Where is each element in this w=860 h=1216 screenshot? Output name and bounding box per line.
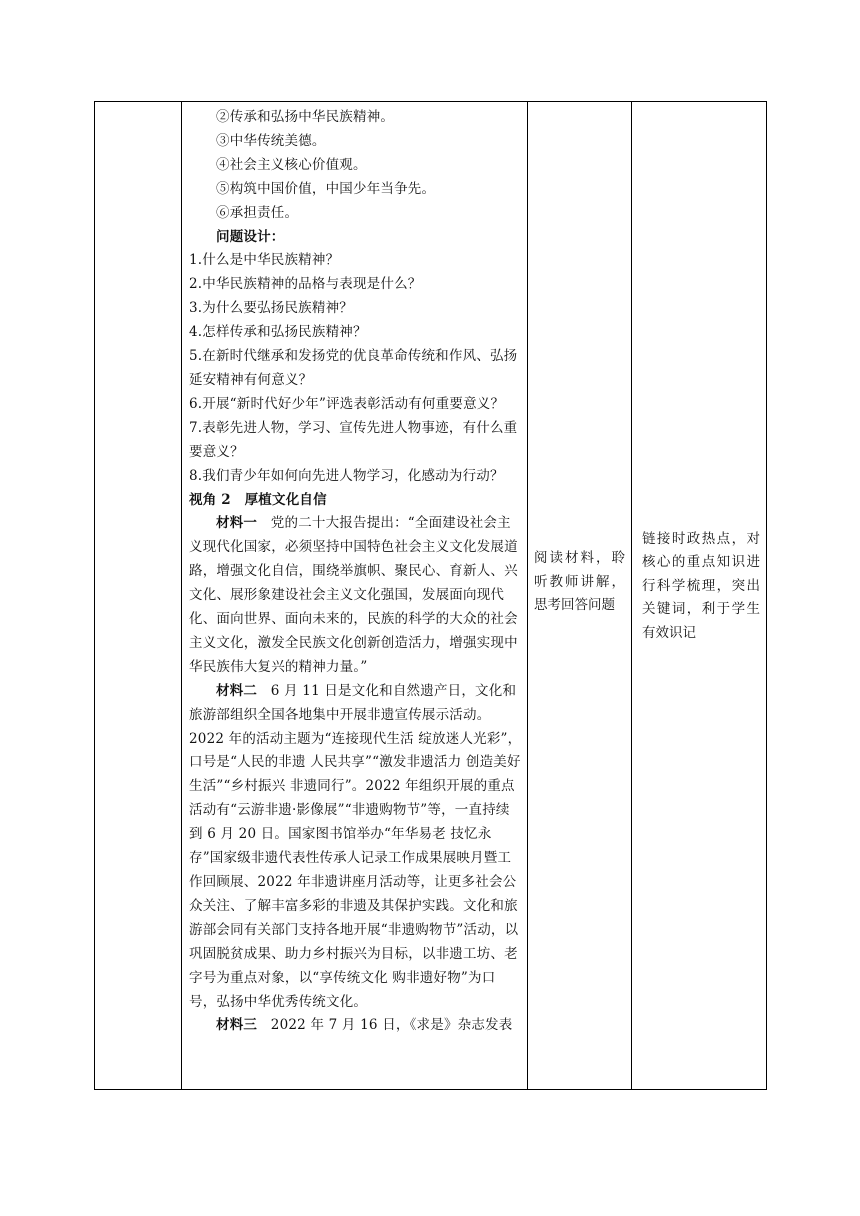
material-label: 材料二: [216, 682, 258, 699]
section-title: 视角 2 厚植文化自信: [189, 491, 327, 508]
stage-cell: [95, 102, 182, 1090]
question-item: 8.我们青少年如何向先进人物学习，化感动为行动？: [189, 467, 504, 484]
point-item: ②传承和弘扬中华民族精神。: [216, 109, 395, 125]
question-item: 4.怎样传承和弘扬民族精神？: [189, 324, 367, 341]
question-item: 3.为什么要弘扬民族精神？: [189, 300, 353, 317]
material-text: 6 月 11 日是文化和自然遗产日，文化和旅游部组织全国各地集中开展非遗宣传展示活动。2022 年的活动主题为“连接现代生活 绽放迷人光彩”，口号是“人民的非遗 人民共享”“激发非遗活力 创造美好生活”“乡村振兴 非遗同行”。2022 年组织开展的重点活动有“云游非遗·影像展”“非遗购物节”等，一直持续到 6 月 20 日。国家图书馆举办“年华易老 技忆永存”国家级非遗代表性传承人记录工作成果展映月暨工作回顾展、2022 年非遗讲座月活动等，让更多社会公众关注、了解丰富多彩的非遗及其保护实践。文化和旅游部会同有关部门支持各地开展“非遗购物节”活动，以巩固脱贫成果、助力乡村振兴为目标，以非遗工坊、老字号为重点对象，以“享传统文化 购非遗好物”为口号，弘扬中华优秀传统文化。: [189, 682, 522, 1010]
point-item: ④社会主义核心价值观。: [216, 156, 367, 173]
question-item: 6.开展“新时代好少年”评选表彰活动有何重要意义？: [189, 395, 505, 412]
point-item: ③中华传统美德。: [216, 132, 326, 149]
question-item: 5.在新时代继承和发扬党的优良革命传统和作风、弘扬延安精神有何意义？: [189, 348, 518, 388]
teaching-content: [182, 102, 527, 1038]
student-activity-cell: [528, 102, 632, 1090]
content-cell: [182, 102, 528, 1090]
design-intent-text: 链接时政热点，对核心的重点知识进行科学梳理，突出关键词，利于学生有效识记: [642, 530, 760, 641]
material-label: 材料一: [216, 515, 258, 532]
table-row: [95, 102, 767, 1090]
point-item: ⑥承担责任。: [216, 204, 299, 221]
question-item: 7.表彰先进人物，学习、宣传先进人物事迹，有什么重要意义？: [189, 419, 518, 460]
question-item: 1.什么是中华民族精神？: [189, 252, 340, 269]
lesson-plan-table: [94, 101, 767, 1090]
question-item: 2.中华民族精神的品格与表现是什么？: [189, 276, 422, 293]
material-text: 党的二十大报告提出：“全面建设社会主义现代化国家，必须坚持中国特色社会主义文化发展道路，增强文化自信，围绕举旗帜、聚民心、育新人、兴文化、展形象建设社会主义文化强国，发展面向现代化、面向世界、面向未来的，民族的科学的大众的社会主义文化，激发全民族文化创新创造活力，增强实现中华民族伟大复兴的精神力量。”: [189, 515, 518, 675]
questions-title: 问题设计：: [216, 228, 285, 245]
material-paragraph: [189, 680, 522, 1015]
point-item: ⑤构筑中国价值，中国少年当争先。: [216, 180, 436, 197]
design-intent-cell: [632, 102, 767, 1090]
material-text: 2022 年 7 月 16 日，《求是》杂志发表: [257, 1017, 513, 1034]
material-paragraph: [189, 512, 522, 679]
material-paragraph: [189, 1014, 522, 1038]
student-activity-text: 阅读材料，聆听教师讲解，思考回答问题: [534, 550, 625, 614]
material-label: 材料三: [216, 1017, 258, 1034]
